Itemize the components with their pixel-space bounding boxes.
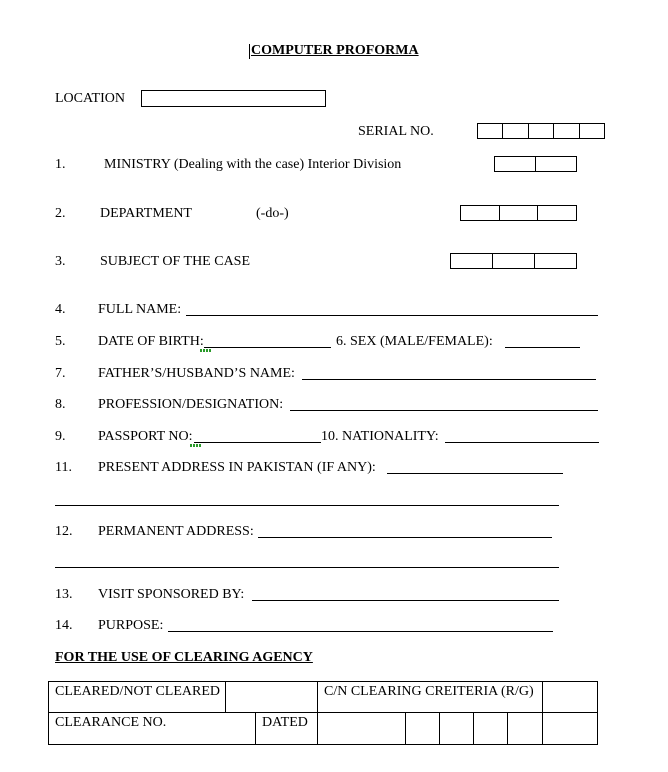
date-of-birth-label: DATE OF BIRTH: xyxy=(98,334,204,349)
profession-field[interactable] xyxy=(290,410,598,411)
department-cell[interactable] xyxy=(499,206,538,220)
item-5-number: 5. xyxy=(55,334,66,349)
clearing-agency-table xyxy=(48,681,598,745)
item-13-number: 13. xyxy=(55,587,73,602)
criteria-field[interactable] xyxy=(543,682,598,713)
department-value: (-do-) xyxy=(256,206,289,221)
purpose-field[interactable] xyxy=(168,631,553,632)
subject-cell[interactable] xyxy=(534,254,576,268)
dated-cell[interactable] xyxy=(543,713,598,745)
subject-label: SUBJECT OF THE CASE xyxy=(100,254,251,269)
department-cell[interactable] xyxy=(461,206,499,220)
serial-cell[interactable] xyxy=(478,124,502,138)
father-husband-name-field[interactable] xyxy=(302,379,596,380)
visit-sponsored-by-field[interactable] xyxy=(252,600,559,601)
purpose-label: PURPOSE: xyxy=(98,618,164,633)
location-field[interactable] xyxy=(141,90,326,107)
dated-cell[interactable] xyxy=(508,713,543,745)
profession-label: PROFESSION/DESIGNATION: xyxy=(98,397,284,412)
serial-cell[interactable] xyxy=(553,124,578,138)
sex-field[interactable] xyxy=(505,347,580,348)
clearance-no-label: CLEARANCE NO. xyxy=(49,713,256,745)
visit-sponsored-by-label: VISIT SPONSORED BY: xyxy=(98,587,245,602)
present-address-label: PRESENT ADDRESS IN PAKISTAN (IF ANY): xyxy=(98,460,376,475)
cleared-not-cleared-label: CLEARED/NOT CLEARED xyxy=(49,682,226,713)
subject-cell[interactable] xyxy=(451,254,492,268)
ministry-cell[interactable] xyxy=(535,157,576,171)
criteria-label: C/N CLEARING CREITERIA (R/G) xyxy=(318,682,543,713)
subject-code-cells[interactable] xyxy=(450,253,577,269)
father-husband-name-label: FATHER’S/HUSBAND’S NAME: xyxy=(98,366,295,381)
date-of-birth-field[interactable] xyxy=(204,347,331,348)
item-8-number: 8. xyxy=(55,397,66,412)
dated-label: DATED xyxy=(256,713,318,745)
nationality-label: 10. NATIONALITY: xyxy=(321,429,439,444)
serial-cell[interactable] xyxy=(502,124,527,138)
present-address-field-line-2[interactable] xyxy=(55,505,559,506)
item-12-number: 12. xyxy=(55,524,73,539)
spellcheck-underline xyxy=(200,349,212,352)
sex-label: 6. SEX (MALE/FEMALE): xyxy=(336,334,493,349)
location-label: LOCATION xyxy=(55,91,125,106)
ministry-code-cells[interactable] xyxy=(494,156,577,172)
serial-number-cells[interactable] xyxy=(477,123,605,139)
permanent-address-field-line-2[interactable] xyxy=(55,567,559,568)
department-label: DEPARTMENT xyxy=(100,206,192,221)
department-cell[interactable] xyxy=(537,206,576,220)
item-2-number: 2. xyxy=(55,206,66,221)
serial-label: SERIAL NO. xyxy=(358,124,434,139)
passport-no-label: PASSPORT NO: xyxy=(98,429,193,444)
item-11-number: 11. xyxy=(55,460,72,475)
clearing-agency-heading: FOR THE USE OF CLEARING AGENCY xyxy=(55,650,313,665)
item-1-number: 1. xyxy=(55,157,66,172)
permanent-address-label: PERMANENT ADDRESS: xyxy=(98,524,254,539)
page-title: COMPUTER PROFORMA xyxy=(251,43,419,58)
item-7-number: 7. xyxy=(55,366,66,381)
cleared-not-cleared-field[interactable] xyxy=(226,682,318,713)
full-name-label: FULL NAME: xyxy=(98,302,182,317)
permanent-address-field[interactable] xyxy=(258,537,552,538)
department-code-cells[interactable] xyxy=(460,205,577,221)
subject-cell[interactable] xyxy=(492,254,534,268)
serial-cell[interactable] xyxy=(528,124,553,138)
item-3-number: 3. xyxy=(55,254,66,269)
item-14-number: 14. xyxy=(55,618,73,633)
item-4-number: 4. xyxy=(55,302,66,317)
item-9-number: 9. xyxy=(55,429,66,444)
dated-cell[interactable] xyxy=(474,713,508,745)
dated-cell[interactable] xyxy=(440,713,474,745)
ministry-label: MINISTRY (Dealing with the case) Interior Division xyxy=(104,157,402,172)
text-cursor xyxy=(249,44,250,59)
passport-no-field[interactable] xyxy=(194,442,321,443)
full-name-field[interactable] xyxy=(186,315,598,316)
present-address-field[interactable] xyxy=(387,473,563,474)
spellcheck-underline xyxy=(190,444,202,447)
nationality-field[interactable] xyxy=(445,442,599,443)
dated-cell[interactable] xyxy=(318,713,406,745)
dated-cell[interactable] xyxy=(406,713,440,745)
serial-cell[interactable] xyxy=(579,124,604,138)
ministry-cell[interactable] xyxy=(495,157,535,171)
